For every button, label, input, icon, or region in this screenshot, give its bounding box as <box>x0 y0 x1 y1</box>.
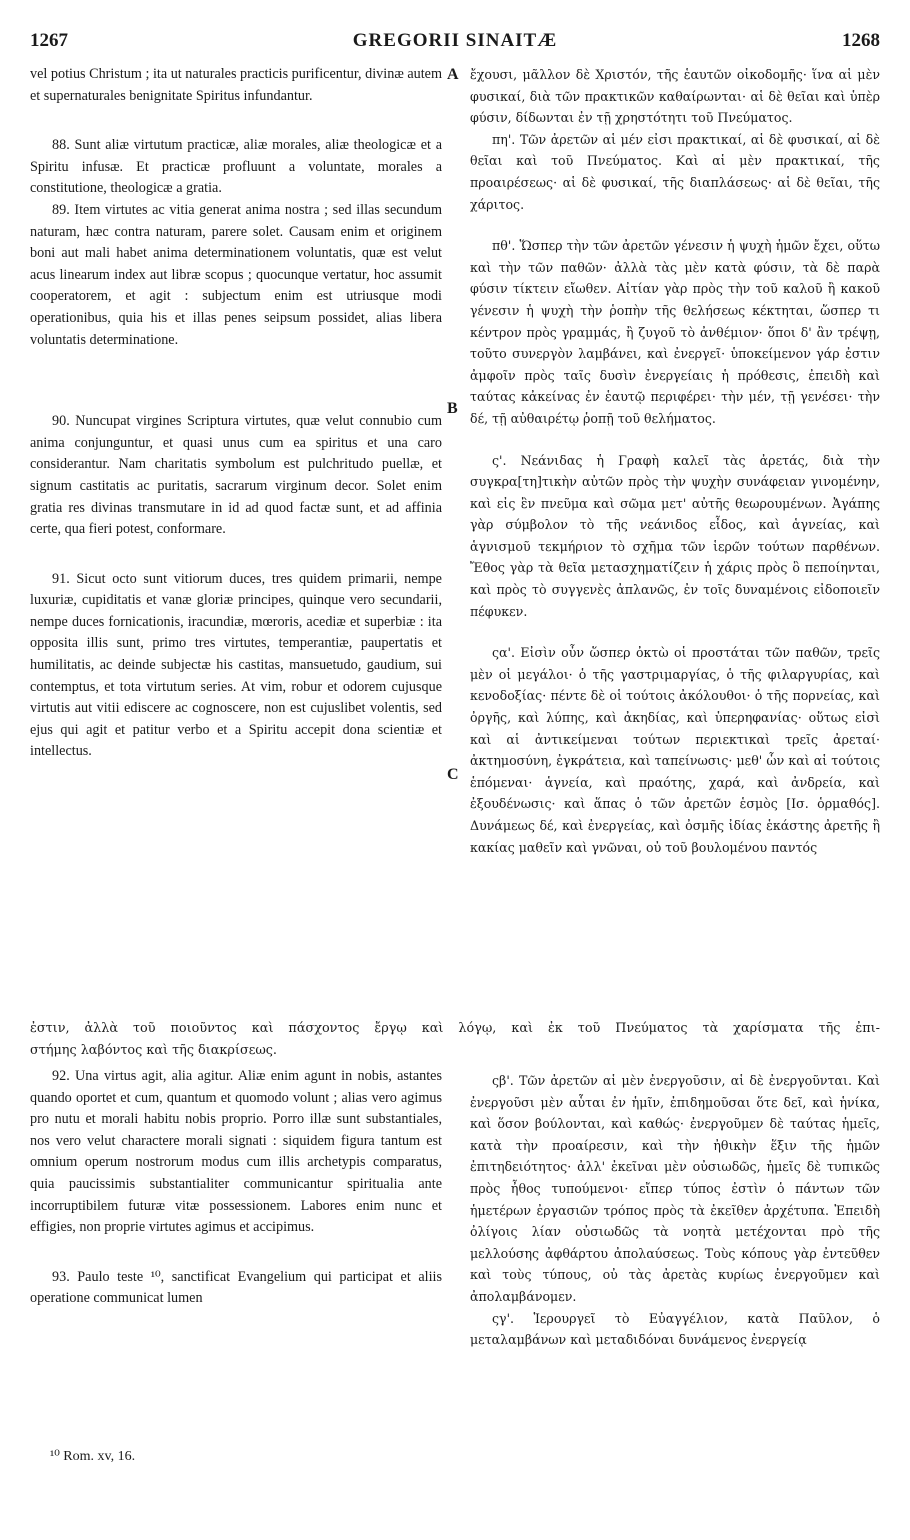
footnote: ¹⁰ Rom. xv, 16. <box>50 1449 136 1464</box>
running-title: GREGORII SINAITÆ <box>352 30 558 51</box>
latin-column-lower <box>30 1066 442 1310</box>
latin-paragraph-91: 91. Sicut octo sunt vitiorum duces, tres quidem primarii, nempe luxuriæ, cupiditatis et vanæ gloriæ principes, quinque vero secundarii, nempe duces fornicationis, iracundiæ, mœroris, acediæ et superbiæ : ita opposita illis sunt, primo tres virtutes, temperantiæ, paupertatis et humilitatis, ac deinde subjectæ his castitas, mansuetudo, gaudium, sui contemptus, et tota virtutum series. At vim, robur et odorem cujusque virtutis aut vitii ediscere ac cognoscere, non est cujuslibet volentis, sed ejus qui agit et patitur verbo et a Spiritu accepit dona scientiæ et intellectus. <box>30 570 442 760</box>
latin-column <box>30 64 442 763</box>
greek-paragraph-91: ςα'. Εἰσὶν οὖν ὥσπερ ὀκτὼ οἱ προστάται τῶν παθῶν, τρεῖς μὲν οἱ μεγάλοι· ὁ τῆς γαστριμαργίας, ὁ τῆς φιλαργυρίας, καὶ κενοδοξίας· πέντε δὲ οἱ τούτοις ἀκόλουθοι· ὁ τῆς πορνείας, καὶ ὀργῆς, καὶ λύπης, καὶ ἀκηδίας, καὶ ὑπερηφανίας· οὕτως εἰσὶ καὶ αἱ ἀντικείμεναι τούτων περιεκτικαὶ τρεῖς ἀρεταί· ἀκτημοσύνη, ἐγκράτεια, καὶ ταπείνωσις· μεθ' ὧν καὶ αἱ τούτοις ἑπόμεναι· ἁγνεία, καὶ πραότης, χαρά, καὶ ἀνδρεία, καὶ ἐξουδένωσις· καὶ ἅπας ὁ τῶν ἀρετῶν ἑσμὸς [Ισ. ὁρμαθός]. Δυνάμεως δέ, καὶ ἐνεργείας, καὶ ὀσμῆς ἰδίας ἑκάστης ἀρετῆς ἢ κακίας μαθεῖν καὶ γνῶναι, οὐ τοῦ βουλομένου παντός <box>470 645 880 855</box>
latin-paragraph-88: 88. Sunt aliæ virtutum practicæ, aliæ morales, aliæ theologicæ et a Spiritu infusæ. Et practicæ profluunt a voluntate, morales a constitutione, theologicæ a gratia. <box>30 137 442 197</box>
greek-paragraph-90: ς'. Νεάνιδας ἡ Γραφὴ καλεῖ τὰς ἀρετάς, διὰ τὴν συγκρα[τη]τικὴν αὐτῶν πρὸς τὴν ψυχὴν συνάφειαν γινομένην, καὶ εἰς ἓν πνεῦμα καὶ σῶμα μετ' αὐτῆς θεωρουμένων. Ἀγάπης γὰρ σύμβολον τὸ τῆς νεάνιδος εἶδος, καὶ ἁγνείας, καὶ ἁγνισμοῦ τεκμήριον τὸ σχῆμα τῶν ἱερῶν τούτων παρθένων. Ἔθος γὰρ τὰ θεῖα μετασχηματίζειν ἡ χάρις πρὸς ὃ πεποίηνται, καὶ πρὸς τὸ συγγενὲς ἀπλανῶς, ἐν τοῖς δυναμένοις εἰδοποιεῖν πέφυκεν. <box>470 452 880 619</box>
greek-column <box>470 64 880 858</box>
greek-paragraph-88: πη'. Τῶν ἀρετῶν αἱ μέν εἰσι πρακτικαί, αἱ δὲ φυσικαί, αἱ δὲ θεῖαι καὶ τοῦ Πνεύματος. Καὶ αἱ μὲν πρακτικαί, τῆς προαιρέσεως· αἱ δὲ φυσικαί, τῆς διαπλάσεως· αἱ δὲ θεῖαι, τῆς χάριτος. <box>470 131 880 212</box>
margin-marker-c: C <box>447 766 459 783</box>
full-width-greek-line <box>30 1018 880 1061</box>
latin-paragraph-89: 89. Item virtutes ac vitia generat anima nostra ; sed illas secundum naturam, hæc contra naturam, parere solet. Causam enim et originem boni aut mali habet anima determinationem voluntatis, quæ est velut acus linearum index aut libræ scopus ; quocunque vertatur, hoc assumit cooperatorem, et agit : subjectum enim est utriusque modi operationibus, quia his et illas penes seipsum possidet, alias libera voluntatis determinatione. <box>30 201 442 348</box>
latin-paragraph-93: 93. Paulo teste ¹⁰, sanctificat Evangelium qui participat et aliis operatione communicat lumen <box>30 1268 442 1307</box>
page-header <box>30 30 880 56</box>
greek-paragraph-92: ςβ'. Τῶν ἀρετῶν αἱ μὲν ἐνεργοῦσιν, αἱ δὲ ἐνεργοῦνται. Καὶ ἐνεργοῦσι μὲν αὗται ἐν ἡμῖν, ἐπιδημοῦσαι ὅτε δεῖ, καὶ ἡνίκα, καὶ ὅσον βούλονται, καὶ καθώς· ἐνεργοῦμεν δὲ ταύτας ἡμεῖς, κατὰ τὴν προαίρεσιν, καὶ τὴν ἠθικὴν ἕξιν τῆς ἡμῶν ἐπιτηδειότητος· ἀλλ' ἐκεῖναι μὲν οὐσιωδῶς, ἡμεῖς δὲ τυπικῶς πρὸς ἦθος τυπούμενοι· εἴπερ τύπος ἐστὶν ὁ πάντων τῶν ἡμετέρων ἐργασιῶν τρόπος πρὸς τὰ ἐκεῖθεν ἀρχέτυπα. Ἐπειδὴ ὀλίγοις λίαν οὐσιωδῶς τὰ νοητὰ μετέχονται πρὸ τῆς μελλούσης ἀφθάρτου ἀπολαύσεως. Τοὺς κόπους γὰρ ἐντεῦθεν καὶ τοὺς τύπους, οὐ τὰς ἀρετὰς κυρίως ἐνεργοῦμεν καὶ ἀπολαμβάνομεν. <box>470 1073 880 1304</box>
greek-paragraph-continuation: ἔχουσι, μᾶλλον δὲ Χριστόν, τῆς ἑαυτῶν οἰκοδομῆς· ἵνα αἱ μὲν φυσικαί, διὰ τῶν πρακτικῶν καθαίρωνται· αἱ δὲ θεῖαι καὶ ὑπὲρ φύσιν, δίδωνται ἐν τῇ χρηστότητι τοῦ Πνεύματος. <box>470 67 880 126</box>
latin-paragraph-92: 92. Una virtus agit, alia agitur. Aliæ enim agunt in nobis, astantes quando oportet et cum, quantum et quomodo volunt ; alias vero agimus pro nutu et morali habitu nobis proprio. Porro illæ sunt substantiales, nos vero velut charactere morali signati : siquidem figura tantum est omnium operum nostrorum modus cum illis archetypis comparatus, quia paucissimis substantialiter communicantur spiritualia ante incorruptibilem futuræ vitæ possessionem. Labores enim nunc et effigies, non proprie virtutes agimus et accipimus. <box>30 1068 442 1236</box>
greek-column-lower <box>470 1070 880 1351</box>
latin-paragraph-90: 90. Nuncupat virgines Scriptura virtutes, quæ velut connubio cum anima conjunguntur, et quasi unus cum ea spiritus et una caro considerantur. Nam charitatis symbolum est pulchritudo puellæ, et signum castitatis ac puritatis, sacrarum virginum decor. Solet enim gratia res divinas transmutare in id ad quod factæ sunt, et ad affinia certe, qua fieri potest, conformare. <box>30 413 442 538</box>
spanning-line-2: στήμης λαβόντος καὶ τῆς διακρίσεως. <box>30 1042 277 1058</box>
latin-paragraph-continuation: vel potius Christum ; ita ut naturales practicis purificentur, divinæ autem et supernaturales benignitate Spiritus infundantur. <box>30 66 442 104</box>
margin-marker-b: B <box>447 400 458 417</box>
greek-paragraph-89: πθ'. Ὥσπερ τὴν τῶν ἀρετῶν γένεσιν ἡ ψυχὴ ἡμῶν ἔχει, οὕτω καὶ τὴν τῶν παθῶν· ἀλλὰ τὰς μὲν κατὰ φύσιν, τὰ δὲ παρὰ φύσιν τίκτειν εἴωθεν. Αἰτίαν γὰρ πρὸς τὴν τοῦ καλοῦ ἢ κακοῦ γένεσιν ἡ ψυχὴ τὴν ῥοπὴν τῆς θελήσεως κέκτηται, ὥσπερ τι κέντρον πρὸς γραμμάς, ἢ ζυγοῦ τὸ ἀνθέμιον· ὅποι δ' ἂν τρέψῃ, τοῦτο συνεργὸν λαμβάνει, καὶ ἐνεργεῖ· ὑποκείμενον γάρ ἐστιν ἀμφοῖν πρὸς ταῖς δυσὶν ἐνεργείαις ἡ πρόθεσις, ἐπειδὴ καὶ ταύτας κἀκείνας ἐν ἑαυτῷ περιφέρει· τὴν μέν, τῇ γενέσει· τὴν δέ, τῇ αὐθαιρέτῳ ῥοπῇ τοῦ θελήματος. <box>470 238 880 426</box>
margin-marker-a: A <box>447 66 459 83</box>
page-number-left: 1267 <box>30 30 68 51</box>
spanning-line-1: ἐστιν, ἀλλὰ τοῦ ποιοῦντος καὶ πάσχοντος ἔργῳ καὶ λόγῳ, καὶ ἐκ τοῦ Πνεύματος τὰ χαρίσματα τῆς ἐπι- <box>30 1021 880 1036</box>
greek-paragraph-93: ςγ'. Ἱερουργεῖ τὸ Εὐαγγέλιον, κατὰ Παῦλον, ὁ μεταλαμβάνων καὶ μεταδιδόναι δυνάμενος ἐνεργείᾳ <box>470 1310 880 1348</box>
page-number-right: 1268 <box>842 30 880 51</box>
